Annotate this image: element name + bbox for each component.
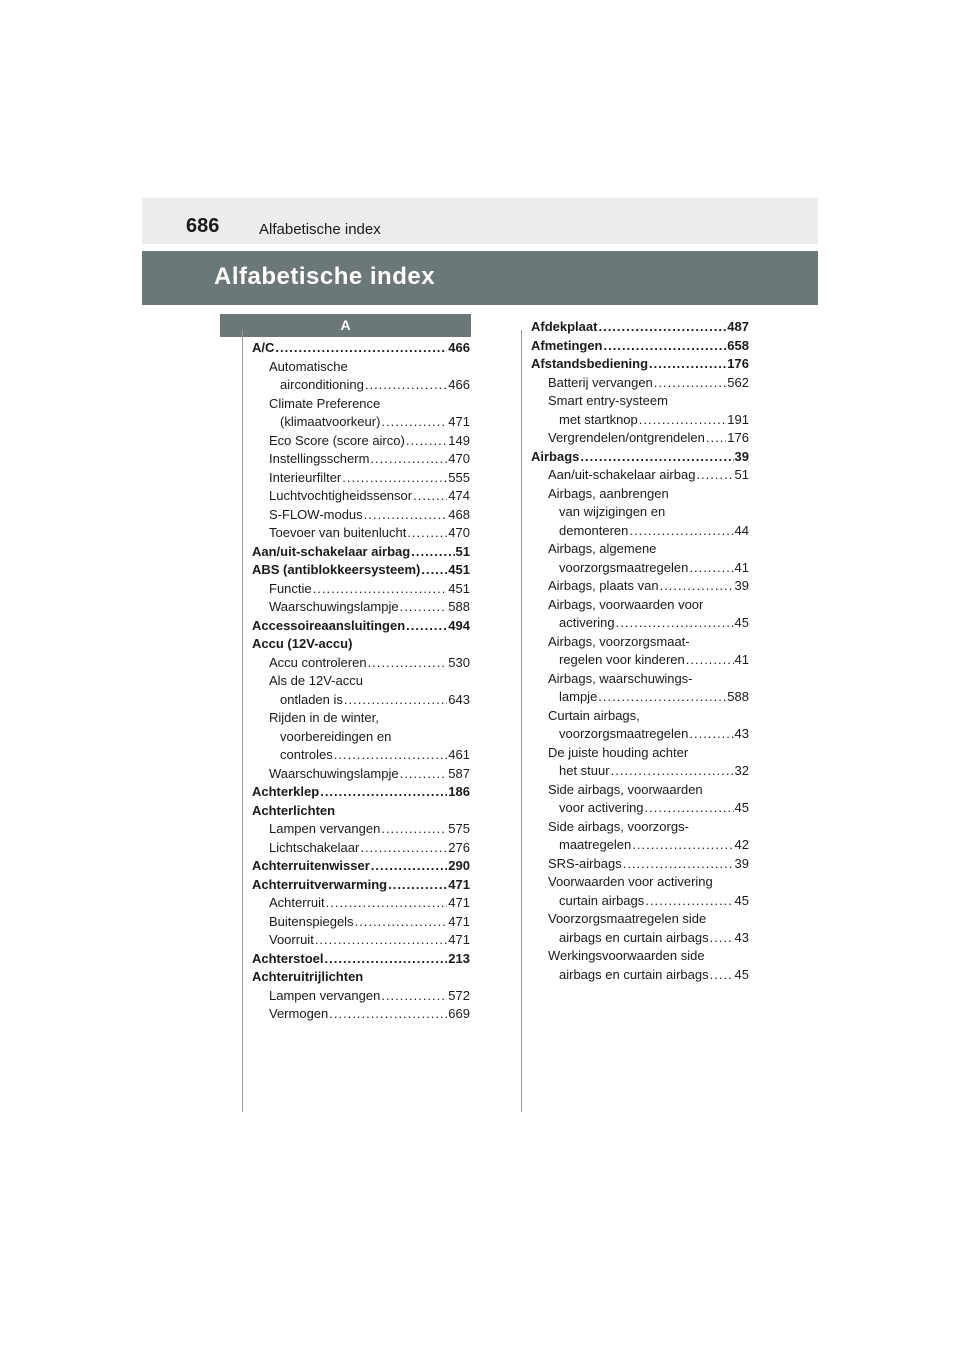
- index-entry: [252, 746, 470, 765]
- index-entry-page: 51: [734, 467, 749, 482]
- dot-leader: [654, 374, 727, 393]
- index-entry: [531, 411, 749, 430]
- dot-leader: [370, 450, 447, 469]
- index-entry-term: Achterstoel: [252, 950, 324, 966]
- header-strip: [142, 198, 818, 244]
- index-entry-term: SRS-airbags: [548, 855, 622, 871]
- index-entry-page: 41: [734, 559, 749, 575]
- index-entry: [252, 524, 470, 543]
- dot-leader: [406, 432, 447, 451]
- dot-leader: [329, 1005, 447, 1024]
- index-entry: [252, 339, 470, 358]
- index-entry: [252, 728, 470, 747]
- index-entry-page: 191: [727, 411, 749, 427]
- running-head: Alfabetische index: [259, 221, 381, 238]
- index-entry-page: 474: [448, 488, 470, 503]
- index-entry-page: 470: [448, 451, 470, 466]
- index-entry-term: Climate Preference: [269, 395, 381, 411]
- index-entry-term: maatregelen: [559, 837, 632, 852]
- index-entry: [531, 429, 749, 448]
- index-entry: [252, 469, 470, 488]
- index-entry-page: 43: [734, 929, 749, 945]
- index-entry-term: het stuur: [559, 763, 610, 778]
- dot-leader: [342, 469, 447, 488]
- index-entry-page: 562: [727, 374, 749, 390]
- index-entry-term: Airbags, voorwaarden voor: [548, 596, 704, 612]
- index-entry: [252, 561, 470, 580]
- index-entry-term: Eco Score (score airco): [269, 432, 405, 448]
- dot-leader: [598, 688, 726, 707]
- index-entry-term: voorbereidingen en: [280, 728, 392, 744]
- page-number: 686: [186, 215, 220, 237]
- index-entry: [252, 968, 470, 987]
- index-entry: [252, 691, 470, 710]
- index-entry: [252, 839, 470, 858]
- dot-leader: [371, 857, 448, 876]
- left-column-rule: [242, 330, 243, 1112]
- index-entry-page: 572: [448, 987, 470, 1003]
- index-entry-page: 176: [727, 356, 749, 371]
- index-entry: [531, 355, 749, 374]
- index-entry: [531, 929, 749, 948]
- index-entry-term: Afstandsbediening: [531, 356, 649, 371]
- index-entry-term: Rijden in de winter,: [269, 710, 379, 725]
- index-entry: [531, 670, 749, 689]
- index-entry: [531, 966, 749, 985]
- index-entry: [252, 598, 470, 617]
- index-entry: [531, 873, 749, 892]
- index-entry-page: 471: [448, 876, 470, 892]
- dot-leader: [616, 614, 734, 633]
- index-entry: [531, 762, 749, 781]
- index-entry-term: Afmetingen: [531, 337, 603, 353]
- index-entry-term: Accessoireaansluitingen: [252, 617, 406, 633]
- dot-leader: [696, 466, 733, 485]
- index-entry-term: Instellingsscherm: [269, 451, 370, 466]
- index-entry-term: Automatische: [269, 358, 348, 374]
- index-entry-term: Smart entry-systeem: [548, 393, 668, 408]
- index-entry-term: Accu controleren: [269, 654, 367, 670]
- index-entry-page: 45: [734, 800, 749, 815]
- index-entry: [531, 725, 749, 744]
- index-entry-term: airconditioning: [280, 377, 364, 392]
- index-entry-term: airbags en curtain airbags: [559, 966, 709, 982]
- dot-leader: [706, 429, 726, 448]
- index-entry-page: 461: [448, 747, 470, 762]
- dot-leader: [344, 691, 447, 710]
- dot-leader: [334, 746, 448, 765]
- index-entry-page: 451: [448, 580, 470, 596]
- dot-leader: [368, 654, 448, 673]
- index-entry: [252, 395, 470, 414]
- index-entry-page: 669: [448, 1006, 470, 1021]
- index-entry: [252, 802, 470, 821]
- index-entry: [531, 744, 749, 763]
- dot-leader: [611, 762, 734, 781]
- index-entry: [252, 783, 470, 802]
- index-entry-page: 51: [455, 543, 470, 559]
- dot-leader: [710, 966, 734, 985]
- dot-leader: [320, 783, 447, 802]
- index-entry-term: Luchtvochtigheidssensor: [269, 488, 413, 503]
- index-entry: [531, 596, 749, 615]
- index-entry-term: ABS (antiblokkeersysteem): [252, 562, 421, 577]
- index-entry: [531, 318, 749, 337]
- section-letter-tab: A: [220, 314, 471, 337]
- index-entry: [252, 857, 470, 876]
- dot-leader: [413, 487, 447, 506]
- index-column-left: [252, 339, 470, 1024]
- index-entry-term: Achterruitenwisser: [252, 858, 370, 873]
- dot-leader: [710, 929, 734, 948]
- dot-leader: [364, 506, 448, 525]
- index-entry-term: Als de 12V-accu: [269, 673, 363, 688]
- dot-leader: [388, 876, 447, 895]
- index-entry-term: Vergrendelen/ontgrendelen: [548, 430, 705, 445]
- index-entry-term: ontladen is: [280, 691, 343, 707]
- index-entry: [252, 654, 470, 673]
- index-entry-page: 45: [734, 892, 749, 908]
- index-entry-term: Aan/uit-schakelaar airbag: [252, 543, 411, 559]
- index-entry-term: Airbags, voorzorgsmaat-: [548, 633, 690, 649]
- index-entry: [252, 765, 470, 784]
- index-entry-term: Lichtschakelaar: [269, 839, 360, 855]
- index-entry-page: 213: [448, 950, 470, 966]
- index-entry-term: van wijzigingen en: [559, 504, 666, 519]
- index-entry-term: Achterruit: [269, 895, 325, 910]
- index-entry: [252, 913, 470, 932]
- index-entry: [531, 522, 749, 541]
- index-entry: [531, 374, 749, 393]
- index-entry-term: demonteren: [559, 522, 629, 538]
- dot-leader: [381, 413, 447, 432]
- index-column-right: [531, 318, 749, 984]
- index-entry: [531, 855, 749, 874]
- index-entry-term: Side airbags, voorzorgs-: [548, 818, 689, 834]
- dot-leader: [381, 820, 447, 839]
- index-entry-term: Afdekplaat: [531, 319, 598, 334]
- index-entry-page: 290: [448, 858, 470, 873]
- index-entry: [531, 818, 749, 837]
- dot-leader: [400, 598, 448, 617]
- index-entry-term: S-FLOW-modus: [269, 506, 363, 522]
- dot-leader: [645, 799, 734, 818]
- index-entry: [252, 931, 470, 950]
- index-entry-term: controles: [280, 747, 333, 762]
- dot-leader: [360, 839, 447, 858]
- index-entry-term: curtain airbags: [559, 892, 645, 908]
- index-entry: [252, 635, 470, 654]
- index-entry-term: De juiste houding achter: [548, 744, 689, 760]
- index-entry-page: 471: [448, 932, 470, 947]
- index-entry: [531, 836, 749, 855]
- index-entry-page: 530: [448, 654, 470, 670]
- dot-leader: [645, 892, 733, 911]
- index-entry: [531, 651, 749, 670]
- index-entry: [252, 358, 470, 377]
- dot-leader: [411, 543, 454, 562]
- dot-leader: [604, 337, 727, 356]
- index-entry: [252, 672, 470, 691]
- dot-leader: [313, 580, 448, 599]
- index-entry-term: Vermogen: [269, 1006, 329, 1021]
- index-entry: [252, 580, 470, 599]
- index-entry-term: airbags en curtain airbags: [559, 929, 709, 945]
- dot-leader: [355, 913, 448, 932]
- index-entry-term: Airbags, plaats van: [548, 578, 659, 593]
- index-entry-page: 658: [727, 337, 749, 353]
- index-entry-page: 487: [727, 319, 749, 334]
- dot-leader: [649, 355, 726, 374]
- index-entry: [531, 577, 749, 596]
- index-entry: [252, 506, 470, 525]
- index-entry: [531, 448, 749, 467]
- index-entry-page: 494: [448, 617, 470, 633]
- index-entry-page: 575: [448, 821, 470, 836]
- dot-leader: [689, 725, 733, 744]
- index-entry: [252, 876, 470, 895]
- index-entry-term: Voorwaarden voor activering: [548, 874, 713, 889]
- dot-leader: [660, 577, 734, 596]
- index-entry-page: 588: [727, 689, 749, 704]
- index-entry-term: Voorzorgsmaatregelen side: [548, 911, 707, 926]
- dot-leader: [686, 651, 734, 670]
- index-entry-term: met startknop: [559, 411, 638, 427]
- index-entry: [252, 709, 470, 728]
- dot-leader: [400, 765, 448, 784]
- index-entry: [531, 910, 749, 929]
- index-entry: [252, 543, 470, 562]
- right-column-rule: [521, 330, 522, 1112]
- index-entry-term: Achterruitverwarming: [252, 876, 388, 892]
- index-entry: [252, 450, 470, 469]
- index-entry-term: Airbags: [531, 448, 580, 464]
- index-entry-term: Functie: [269, 580, 312, 596]
- index-entry-page: 45: [734, 615, 749, 630]
- index-entry-term: Lampen vervangen: [269, 821, 381, 836]
- index-entry: [531, 799, 749, 818]
- index-entry-page: 276: [448, 839, 470, 855]
- index-entry-term: Werkingsvoorwaarden side: [548, 948, 705, 963]
- index-entry-term: lampje: [559, 689, 598, 704]
- index-entry-page: 32: [734, 763, 749, 778]
- index-entry-page: 39: [734, 578, 749, 593]
- dot-leader: [407, 524, 447, 543]
- index-entry: [531, 707, 749, 726]
- index-entry: [531, 688, 749, 707]
- index-entry-term: Curtain airbags,: [548, 707, 640, 723]
- dot-leader: [365, 376, 447, 395]
- index-entry-page: 587: [448, 765, 470, 781]
- index-entry: [252, 617, 470, 636]
- dot-leader: [629, 522, 733, 541]
- index-entry-term: Accu (12V-accu): [252, 636, 353, 651]
- index-entry-term: regelen voor kinderen: [559, 652, 685, 667]
- index-entry: [252, 820, 470, 839]
- dot-leader: [315, 931, 447, 950]
- dot-leader: [381, 987, 447, 1006]
- dot-leader: [623, 855, 734, 874]
- index-entry-term: activering: [559, 615, 615, 630]
- index-entry-page: 470: [448, 525, 470, 540]
- index-entry: [531, 947, 749, 966]
- dot-leader: [326, 894, 448, 913]
- index-entry: [252, 894, 470, 913]
- index-entry: [531, 559, 749, 578]
- dot-leader: [639, 411, 727, 430]
- index-entry-term: Side airbags, voorwaarden: [548, 781, 703, 797]
- index-entry: [531, 503, 749, 522]
- index-entry-term: Airbags, waarschuwings-: [548, 670, 693, 686]
- index-entry-term: Voorruit: [269, 932, 314, 947]
- index-entry-page: 471: [448, 895, 470, 910]
- index-entry-term: Waarschuwingslampje: [269, 765, 399, 781]
- index-entry-term: Airbags, aanbrengen: [548, 485, 669, 501]
- index-entry-term: Aan/uit-schakelaar airbag: [548, 467, 696, 482]
- dot-leader: [421, 561, 447, 580]
- index-entry: [252, 950, 470, 969]
- index-entry-term: (klimaatvoorkeur): [280, 414, 381, 429]
- index-entry-term: Achteruitrijlichten: [252, 969, 364, 984]
- index-entry-term: Achterlichten: [252, 802, 336, 818]
- index-entry: [252, 487, 470, 506]
- index-entry: [252, 432, 470, 451]
- index-entry: [531, 633, 749, 652]
- page-title: Alfabetische index: [214, 263, 436, 290]
- dot-leader: [580, 448, 733, 467]
- index-entry-term: Achterklep: [252, 784, 320, 799]
- dot-leader: [325, 950, 448, 969]
- index-entry-page: 149: [448, 432, 470, 448]
- dot-leader: [632, 836, 733, 855]
- index-entry-term: voorzorgsmaatregelen: [559, 726, 689, 741]
- index-entry-term: Interieurfilter: [269, 469, 342, 485]
- index-entry-term: Batterij vervangen: [548, 374, 653, 390]
- index-entry: [531, 485, 749, 504]
- index-entry-page: 176: [727, 430, 749, 445]
- index-entry-term: voor activering: [559, 800, 644, 815]
- index-entry-page: 555: [448, 469, 470, 485]
- index-entry: [531, 614, 749, 633]
- index-entry-page: 643: [448, 691, 470, 707]
- index-entry-page: 468: [448, 506, 470, 522]
- index-entry-page: 42: [734, 837, 749, 852]
- index-entry: [531, 892, 749, 911]
- index-entry: [531, 540, 749, 559]
- dot-leader: [689, 559, 733, 578]
- index-entry-term: Airbags, algemene: [548, 541, 657, 556]
- index-entry-page: 41: [734, 652, 749, 667]
- index-entry-page: 471: [448, 913, 470, 929]
- index-entry-page: 466: [448, 377, 470, 392]
- index-entry-term: Toevoer van buitenlucht: [269, 525, 407, 540]
- index-entry: [252, 987, 470, 1006]
- index-entry-term: voorzorgsmaatregelen: [559, 559, 689, 575]
- index-entry-page: 588: [448, 599, 470, 614]
- index-entry: [252, 1005, 470, 1024]
- index-entry-page: 39: [734, 448, 749, 464]
- index-entry-term: Waarschuwingslampje: [269, 599, 399, 614]
- index-entry-page: 186: [448, 784, 470, 799]
- index-entry-page: 39: [734, 855, 749, 871]
- index-entry: [252, 413, 470, 432]
- index-entry-page: 466: [448, 340, 470, 355]
- index-entry-page: 45: [734, 966, 749, 982]
- index-entry: [252, 376, 470, 395]
- index-entry: [531, 781, 749, 800]
- dot-leader: [598, 318, 726, 337]
- dot-leader: [275, 339, 447, 358]
- index-entry-page: 44: [734, 522, 749, 538]
- index-entry: [531, 337, 749, 356]
- index-entry-term: A/C: [252, 340, 275, 355]
- index-entry-page: 471: [448, 414, 470, 429]
- index-entry-page: 43: [734, 726, 749, 741]
- dot-leader: [406, 617, 447, 636]
- index-entry-term: Buitenspiegels: [269, 913, 354, 929]
- index-entry: [531, 392, 749, 411]
- index-entry-term: Lampen vervangen: [269, 987, 381, 1003]
- index-entry-page: 451: [448, 562, 470, 577]
- index-entry: [531, 466, 749, 485]
